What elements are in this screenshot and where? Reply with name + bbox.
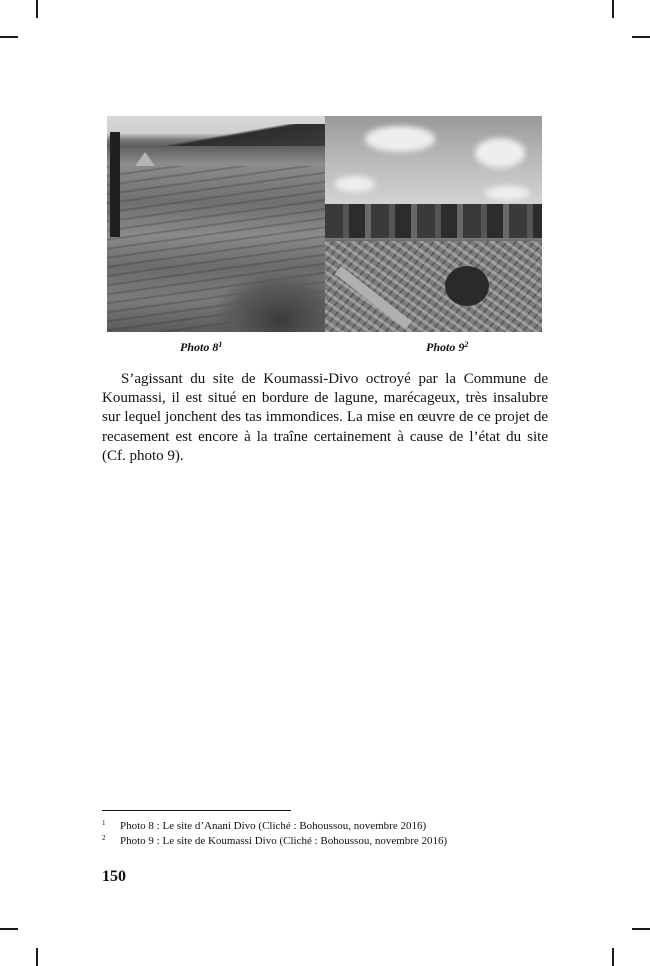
rubble-foreground [215,272,325,332]
crop-mark-top-right-horizontal [632,36,650,38]
crop-mark-bottom-left-vertical [36,948,38,966]
footnote-1 [102,817,426,833]
cloud [365,126,435,152]
footnote-reference[interactable]: 1 [218,340,223,349]
footnote-text: Photo 9 : Le site de Koumassi Divo (Cliché : Bohoussou, novembre 2016) [120,835,448,847]
crop-mark-bottom-right-vertical [612,948,614,966]
crop-mark-top-right-vertical [612,0,614,18]
caption-label: Photo 8 [180,340,219,354]
footnote-number: 2 [102,834,106,842]
footnote-text: Photo 8 : Le site d’Anani Divo (Cliché : Bohoussou, novembre 2016) [120,820,427,832]
footnote-2 [102,832,447,848]
crop-mark-top-left-horizontal [0,36,18,38]
body-paragraph: S’agissant du site de Koumassi-Divo octroyé par la Commune de Koumassi, il est situé en bordure de lagune, marécageux, très insalubre sur lequel jonchent des tas immondices. La mise en œuvre de ce projet de recasement est encore à la traîne certainement à cause de l’état du site (Cf. photo 9). [102,371,548,464]
photo-figure [107,116,542,332]
photo-9-caption [426,340,468,354]
photo-9-image [325,116,542,332]
cloud [475,138,525,168]
page-number: 150 [102,868,126,885]
sand-heap [135,152,155,166]
crop-mark-bottom-left-horizontal [0,928,18,930]
building-skyline [325,204,542,238]
photo-8-image [107,116,325,332]
crop-mark-top-left-vertical [36,0,38,18]
caption-label: Photo 9 [426,340,465,354]
tree-line [147,124,325,146]
footnote-separator [102,810,291,811]
crop-mark-bottom-right-horizontal [632,928,650,930]
footnote-number: 1 [102,819,106,827]
cloud [335,176,375,192]
cloud [485,186,530,200]
photo-8-caption [180,340,222,354]
footnote-reference[interactable]: 2 [464,340,469,349]
bush [445,266,489,306]
dark-post [110,132,120,237]
